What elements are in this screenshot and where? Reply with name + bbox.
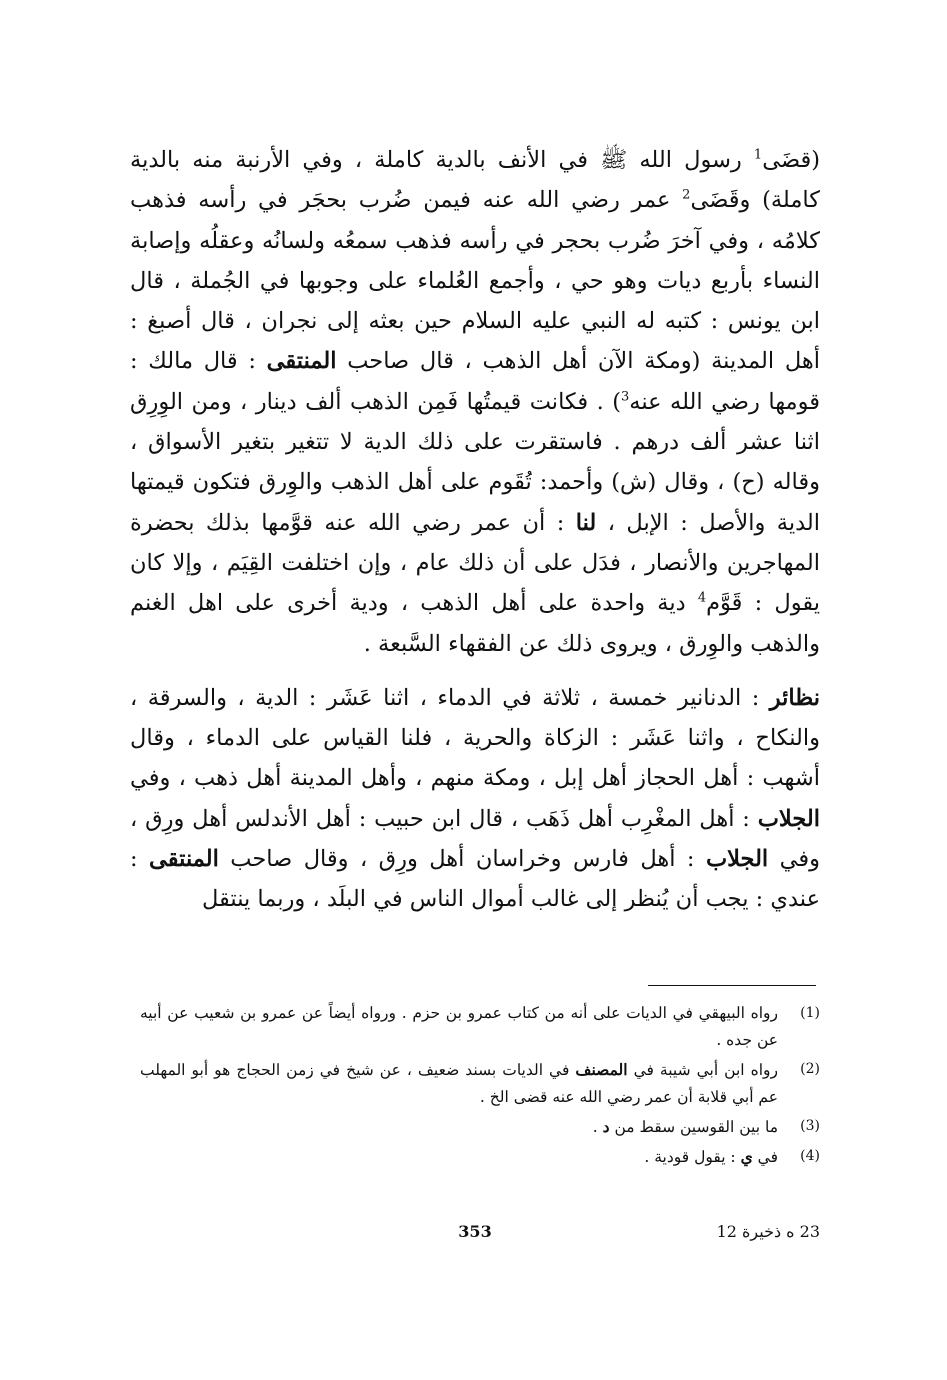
footnotes (140, 1000, 820, 1173)
text-run: : يقول قودية . (644, 1148, 741, 1166)
footnote-number: (1) (800, 1005, 820, 1021)
text-run: في (752, 1148, 778, 1166)
bold-term: المصنف (575, 1060, 628, 1079)
bold-term: الجلاب (757, 805, 820, 832)
text-run: : قال مالك : قومها رضي الله عنه (130, 348, 820, 415)
text-run: : أهل فارس وخراسان أهل ورِق ، وقال صاحب (218, 846, 706, 873)
footnote-number: (2) (800, 1061, 820, 1077)
footnote-text (140, 1113, 778, 1141)
text-run: دية واحدة على أهل الذهب ، ودية أخرى على اهل الغنم والذهب والوِرق ، ويروى ذلك عن الفقهاء السَّبعة . (130, 590, 820, 657)
text-run: . (592, 1118, 603, 1136)
bold-term: لنا (575, 509, 597, 536)
footnote-2 (140, 1056, 820, 1111)
text-run: في الديات بسند ضعيف ، عن شيخ في زمن الحجاج هو أبو المهلب عم أبي قلابة أن عمر رضي الله عنه قضى الخ . (140, 1061, 778, 1106)
bold-term: د (602, 1117, 610, 1136)
text-run: : الدنانير خمسة ، ثلاثة في الدماء ، اثنا عَشَر : الدية ، والسرقة ، والنكاح ، واثنا عَشَر : الزكاة والحرية ، فلنا القياس على الدماء ، وقال أشهب : أهل الحجاز أهل إبل ، ومكة منهم ، وأهل المدينة أهل ذهب ، وفي (130, 684, 820, 792)
page-number: 353 (458, 1222, 492, 1241)
bold-term: نظائر (769, 684, 820, 711)
paragraph-1 (130, 140, 820, 664)
footnote-1 (140, 1000, 820, 1054)
footnote-text (140, 1143, 778, 1171)
footnote-number: (4) (800, 1148, 820, 1164)
paragraph-2 (130, 678, 820, 920)
bold-term: المنتقى (266, 348, 337, 375)
text-run: رواه ابن أبي شيبة في (627, 1061, 778, 1079)
text-run: : أهل المغْرِب أهل ذَهَب ، قال ابن حبيب : أهل الأندلس أهل ورِق ، وفي (130, 805, 820, 873)
footnote-ref-4: 4 (697, 590, 707, 606)
footnote-3 (140, 1113, 820, 1141)
footnote-4 (140, 1143, 820, 1171)
bold-term: المنتقى (149, 846, 219, 873)
text-run: ) . فكانت قيمتُها فَمِن الذهب ألف دينار ، ومن الوِرِق اثنا عشر ألف درهم . فاستقرت على ذلك الدية لا تتغير بتغير الأسواق ، وقاله (ح) ، وقال (ش) وأحمد: تُقَوم على أهل الذهب والوِرق فتكون قيمتها الدية والأصل : الإبل ، (130, 388, 821, 536)
bold-term: الجلاب (705, 846, 769, 873)
text-run: ما بين القوسين سقط من (609, 1118, 778, 1136)
text-run: (قضَى (762, 147, 820, 173)
text-run: : عندي : يجب أن يُنظر إلى غالب أموال الناس في البلَد ، وربما ينتقل (130, 846, 820, 913)
printer-signature: 23 ه ذخيرة 12 (716, 1222, 820, 1241)
text-run: عمر رضي الله عنه فيمن ضُرب بحجَر في رأسه فذهب كلامُه ، وفي آخرَ ضُرب بحجر في رأسه فذهب سمعُه ولسانُه وعقلُه وإصابة النساء بأربع ديات وهو حي ، وأجمع العُلماء على وجوبها في الجُملة ، قال ابن يونس : كتبه له النبي عليه السلام حين بعثه إلى نجران ، قال أصبغ : أهل المدينة (ومكة الآن أهل الذهب ، قال صاحب (130, 187, 820, 375)
footnote-ref-3: 3 (621, 389, 630, 405)
bold-term: ي (740, 1147, 753, 1166)
footnote-ref-2: 2 (682, 187, 691, 203)
footnote-text (140, 1056, 778, 1111)
text-run: رسول الله ﷺ في الأنف بالدية كاملة ، وفي الأرنبة منه بالدية كاملة) وقَضَى (130, 147, 821, 214)
text-run: : أن عمر رضي الله عنه قوَّمها بذلك بحضرة المهاجرين والأنصار ، فدَل على أن ذلك عام ، وإن اختلفت القِيَم ، وإلا كان يقول : قَوَّم (130, 509, 821, 617)
main-text (130, 140, 820, 920)
footnote-number: (3) (800, 1118, 820, 1134)
footnote-text: رواه البيهقي في الديات على أنه من كتاب عمرو بن حزم . ورواه أيضاً عن عمرو بن شعيب عن أبيه عن جده . (140, 1004, 778, 1049)
footnote-ref-1: 1 (753, 147, 763, 163)
footnote-separator (648, 985, 816, 986)
